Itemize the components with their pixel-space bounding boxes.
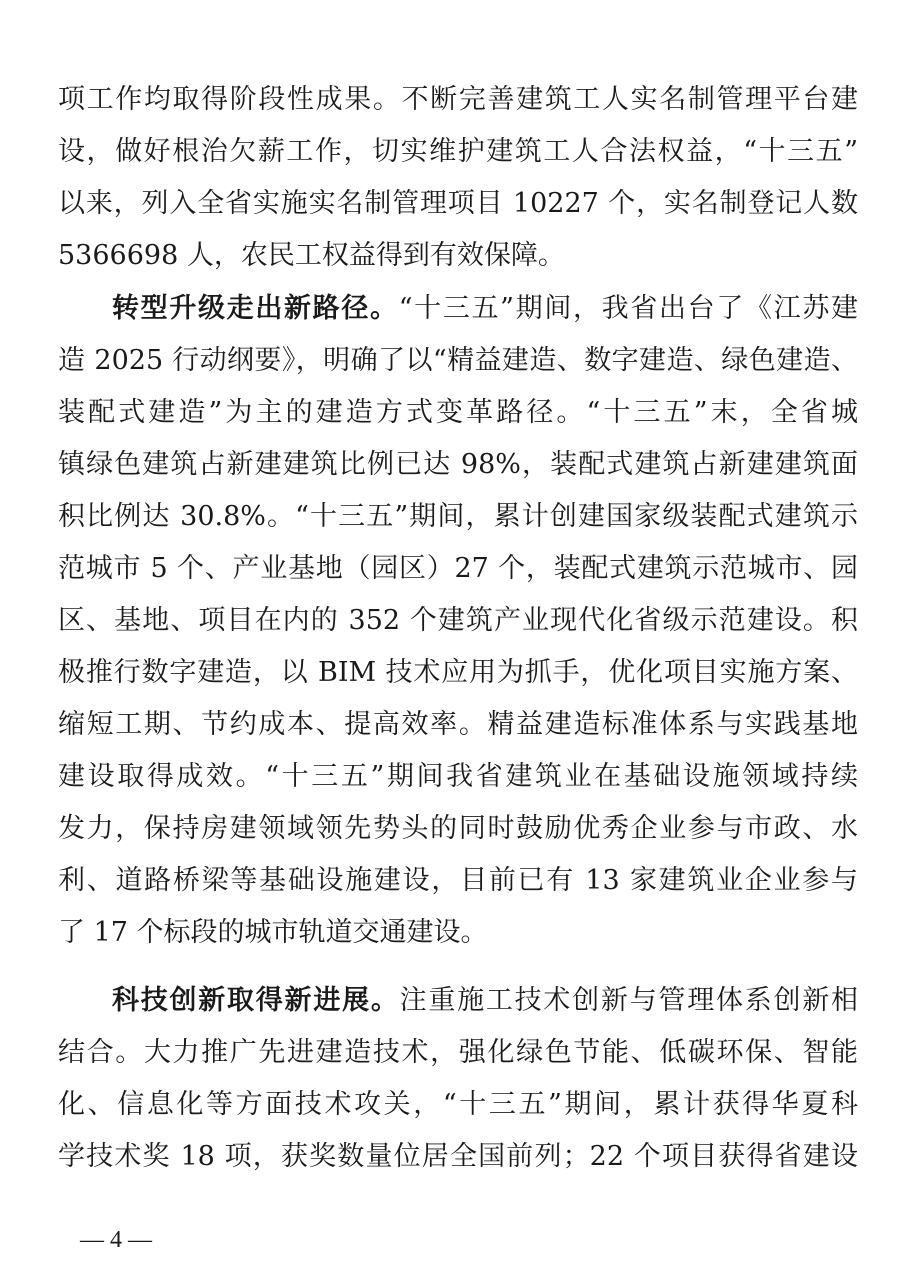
text-line: 缩短工期、节约成本、提高效率。精益建造标准体系与实践基地 (58, 709, 858, 740)
text-line: 区、基地、项目在内的 352 个建筑产业现代化省级示范建设。积 (58, 605, 858, 636)
text-line: 项工作均取得阶段性成果。不断完善建筑工人实名制管理平台建 (58, 84, 858, 115)
text-line (58, 975, 858, 1027)
text-line: 装配式建造”为主的建造方式变革路径。“十三五”末，全省城 (58, 397, 858, 428)
text-line: 利、道路桥梁等基础设施建设，目前已有 13 家建筑业企业参与 (58, 865, 858, 896)
section-heading: 科技创新取得新进展。 (112, 985, 400, 1016)
text-line: 5366698 人，农民工权益得到有效保障。 (58, 240, 565, 271)
text-line: 发力，保持房建领域领先势头的同时鼓励优秀企业参与市政、水 (58, 813, 858, 844)
text-line: 极推行数字建造，以 BIM 技术应用为抓手，优化项目实施方案、 (58, 657, 858, 688)
text-line: 积比例达 30.8%。“十三五”期间，累计创建国家级装配式建筑示 (58, 501, 858, 532)
text-run: “十三五”期间，我省出台了《江苏建 (398, 293, 859, 324)
text-line: 学技术奖 18 项，获奖数量位居全国前列；22 个项目获得省建设 (58, 1141, 858, 1172)
text-line: 设，做好根治欠薪工作，切实维护建筑工人合法权益，“十三五” (58, 136, 858, 167)
text-line: 镇绿色建筑占新建建筑比例已达 98%，装配式建筑占新建建筑面 (58, 449, 858, 480)
paragraph-labor-rights (58, 74, 858, 282)
text-run: 注重施工技术创新与管理体系创新相 (399, 985, 859, 1016)
paragraph-innovation (58, 975, 858, 1183)
text-line: 造 2025 行动纲要》，明确了以“精益建造、数字建造、绿色建造、 (58, 345, 858, 376)
page-number: — 4 — (80, 1227, 152, 1253)
text-line: 结合。大力推广先进建造技术，强化绿色节能、低碳环保、智能 (58, 1037, 858, 1068)
text-line: 建设取得成效。“十三五”期间我省建筑业在基础设施领域持续 (58, 761, 858, 792)
text-line: 以来，列入全省实施实名制管理项目 10227 个，实名制登记人数 (58, 188, 858, 219)
paragraph-transformation (58, 283, 858, 959)
text-line: 化、信息化等方面技术攻关，“十三五”期间，累计获得华夏科 (58, 1089, 858, 1120)
text-line (58, 283, 858, 335)
text-line: 范城市 5 个、产业基地（园区）27 个，装配式建筑示范城市、园 (58, 553, 858, 584)
section-heading: 转型升级走出新路径。 (112, 293, 399, 324)
text-line: 了 17 个标段的城市轨道交通建设。 (58, 917, 488, 948)
